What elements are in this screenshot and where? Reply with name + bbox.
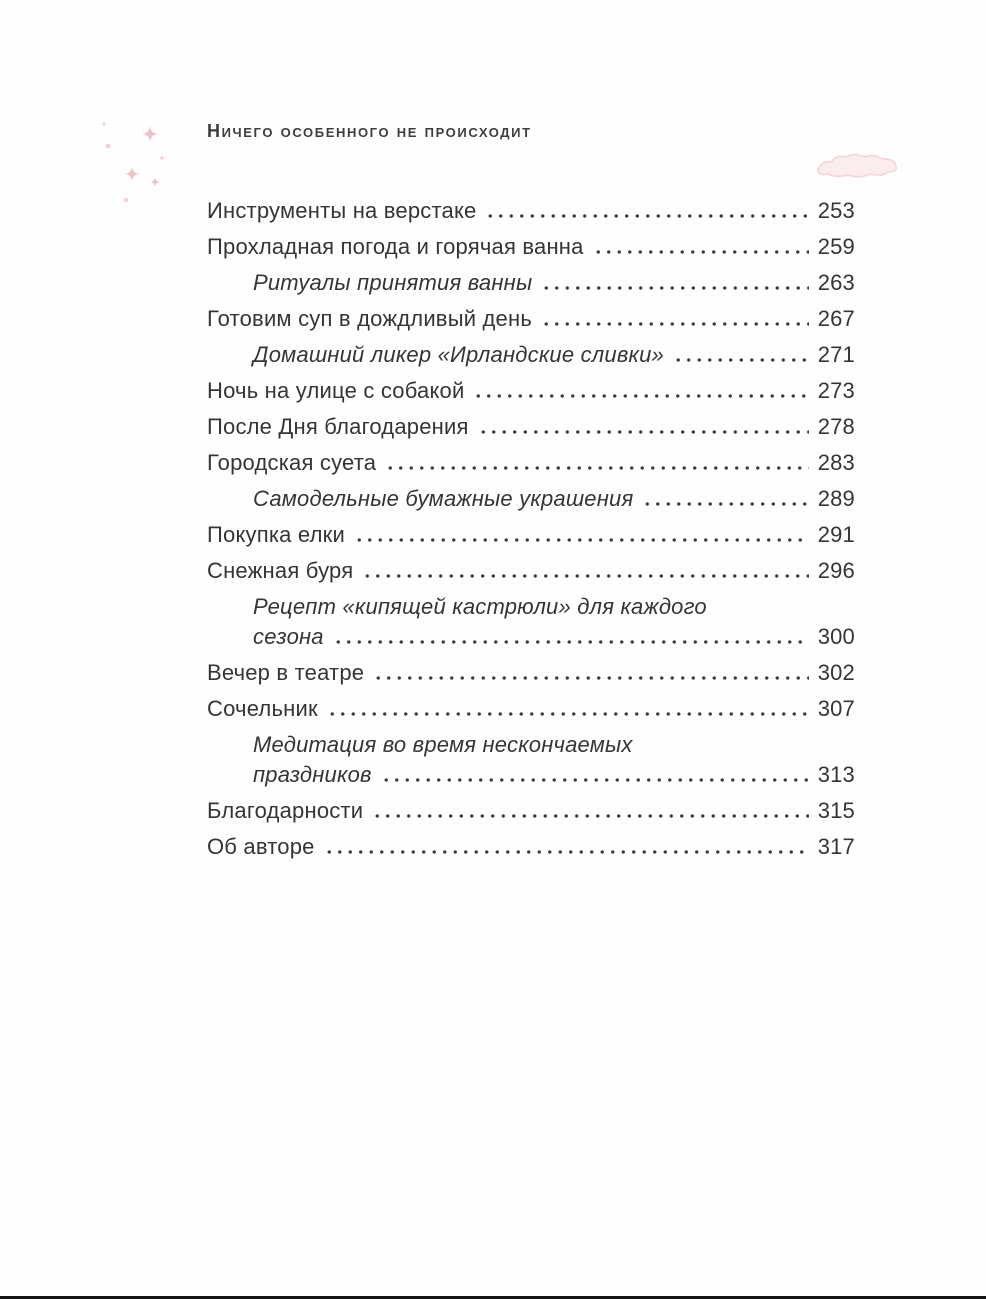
dot-leader <box>593 250 809 254</box>
toc-entry-line <box>207 304 855 334</box>
toc-entry-line <box>207 760 855 790</box>
toc-page-number: 253 <box>817 198 855 223</box>
toc-entry-title: Ритуалы принятия ванны <box>253 270 533 295</box>
toc-entry-line <box>207 658 855 688</box>
toc-entry-line <box>207 832 855 862</box>
toc-entry <box>207 556 855 586</box>
pink-sparkles-icon <box>92 112 212 222</box>
toc-page-number: 317 <box>817 834 855 859</box>
toc-page-number: 300 <box>817 624 855 649</box>
toc-entry <box>207 520 855 550</box>
toc-entry-line <box>207 622 855 652</box>
toc-page-number: 315 <box>817 798 855 823</box>
dot-leader <box>372 814 808 818</box>
toc-entry-title-continued: праздников <box>253 762 372 787</box>
toc-page-number: 278 <box>817 414 855 439</box>
toc-entry-title: Городская суета <box>207 450 377 475</box>
toc-entry-title: Домашний ликер «Ирландские сливки» <box>253 342 664 367</box>
toc-entry <box>207 832 855 862</box>
toc-entry <box>207 484 855 514</box>
toc-entry-line <box>207 730 855 760</box>
dot-leader <box>541 322 809 326</box>
toc-page-number: 267 <box>817 306 855 331</box>
toc-entry <box>207 340 855 370</box>
toc-page-number: 313 <box>817 762 855 787</box>
dot-leader <box>642 502 808 506</box>
dot-leader <box>478 430 809 434</box>
toc-entry <box>207 796 855 826</box>
toc-entry-title: Сочельник <box>207 696 318 721</box>
toc-page-number: 263 <box>817 270 855 295</box>
toc-entry-title: Покупка елки <box>207 522 345 547</box>
toc-entry <box>207 730 855 790</box>
toc-entry <box>207 592 855 652</box>
toc-entry <box>207 412 855 442</box>
dot-leader <box>362 574 808 578</box>
toc-entry-line <box>207 592 855 622</box>
dot-leader <box>485 214 808 218</box>
toc-entry-title: Благодарности <box>207 798 364 823</box>
pink-cloud-scribble-icon <box>812 148 902 182</box>
dot-leader <box>541 286 808 290</box>
toc-entry-line <box>207 694 855 724</box>
dot-leader <box>327 712 809 716</box>
toc-page-number: 289 <box>817 486 855 511</box>
dot-leader <box>324 850 809 854</box>
toc-entry-line <box>207 556 855 586</box>
toc-entry-title-continued: сезона <box>253 624 324 649</box>
toc-entry-line <box>207 796 855 826</box>
toc-page-number: 271 <box>817 342 855 367</box>
toc-entry <box>207 658 855 688</box>
toc-page-number: 307 <box>817 696 855 721</box>
toc-entry-title: Медитация во время нескончаемых <box>253 732 633 757</box>
toc-entry <box>207 694 855 724</box>
toc-entry-title: Об авторе <box>207 834 315 859</box>
toc-entry-line <box>207 520 855 550</box>
toc-entry-title: Рецепт «кипящей кастрюли» для каждого <box>253 594 707 619</box>
toc-entry-title: Ночь на улице с собакой <box>207 378 465 403</box>
toc-entry-line <box>207 268 855 298</box>
toc-entry-line <box>207 484 855 514</box>
toc-entry <box>207 232 855 262</box>
dot-leader <box>373 676 809 680</box>
toc-entry-line <box>207 376 855 406</box>
toc-entry <box>207 268 855 298</box>
toc-entry-title: Вечер в театре <box>207 660 365 685</box>
toc-entry-title: После Дня благодарения <box>207 414 469 439</box>
toc-entry <box>207 376 855 406</box>
toc-entry-title: Инструменты на верстаке <box>207 198 477 223</box>
toc-entry <box>207 196 855 226</box>
toc-entry-line <box>207 340 855 370</box>
toc-entry <box>207 448 855 478</box>
toc-entry-title: Самодельные бумажные украшения <box>253 486 634 511</box>
toc-page-number: 296 <box>817 558 855 583</box>
toc-entry-title: Готовим суп в дождливый день <box>207 306 532 331</box>
toc-entry-title: Снежная буря <box>207 558 354 583</box>
toc-entry-line <box>207 448 855 478</box>
dot-leader <box>385 466 808 470</box>
running-title: Ничего особенного не происходит <box>207 121 532 141</box>
toc-entry-line <box>207 232 855 262</box>
dot-leader <box>473 394 808 398</box>
toc-entry-line <box>207 412 855 442</box>
toc-page-number: 273 <box>817 378 855 403</box>
toc-entry <box>207 304 855 334</box>
dot-leader <box>673 358 809 362</box>
toc-page-number: 259 <box>817 234 855 259</box>
toc-page-number: 283 <box>817 450 855 475</box>
toc-page-number: 302 <box>817 660 855 685</box>
dot-leader <box>381 778 809 782</box>
toc-entry-title: Прохладная погода и горячая ванна <box>207 234 584 259</box>
toc-list <box>207 196 855 868</box>
dot-leader <box>333 640 809 644</box>
toc-page-number: 291 <box>817 522 855 547</box>
toc-entry-line <box>207 196 855 226</box>
dot-leader <box>354 538 809 542</box>
